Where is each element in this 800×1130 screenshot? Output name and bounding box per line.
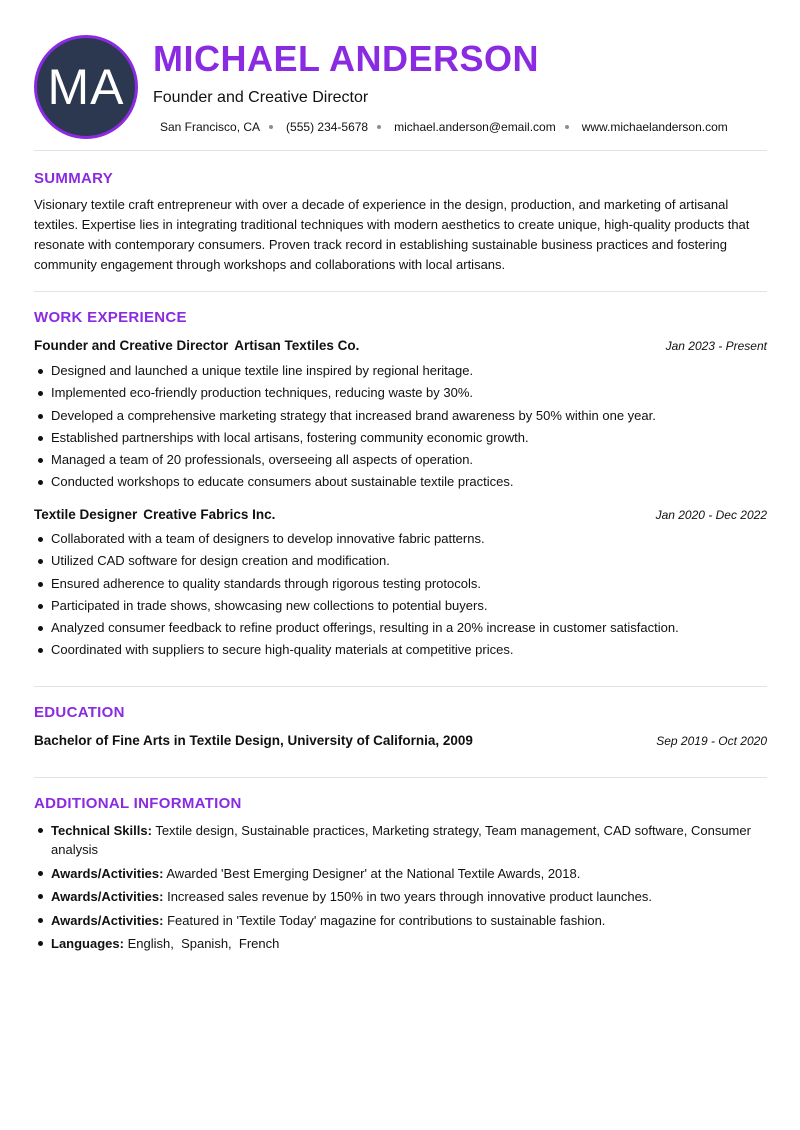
job-header — [34, 338, 767, 353]
section-divider — [34, 777, 767, 778]
list-item — [51, 821, 784, 859]
list-item: Analyzed consumer feedback to refine product offerings, resulting in a 20% increase in customer satisfaction. — [51, 617, 784, 639]
list-item — [51, 864, 784, 883]
candidate-title: Founder and Creative Director — [153, 89, 369, 106]
job-role: Textile Designer — [34, 507, 138, 522]
item-text: English, Spanish, French — [127, 936, 280, 951]
list-item: Managed a team of 20 professionals, overseeing all aspects of operation. — [51, 449, 784, 471]
summary-heading: SUMMARY — [34, 170, 114, 187]
list-item: Participated in trade shows, showcasing new collections to potential buyers. — [51, 595, 784, 617]
contact-bar — [160, 120, 728, 134]
separator-dot-icon — [377, 125, 381, 129]
list-item: Utilized CAD software for design creation and modification. — [51, 550, 784, 572]
list-item — [51, 887, 784, 906]
job-dates: Jan 2020 - Dec 2022 — [655, 508, 767, 522]
list-item — [51, 911, 784, 930]
summary-text: Visionary textile craft entrepreneur with over a decade of experience in the design, production, and marketing of artisanal textiles. Expertise lies in integrating traditional techniques with modern aesthetics to create unique, high-quality products that resonate with contemporary consumers. Proven track record in establishing sustainable business practices and fostering community engagement through workshops and collaborations with local artisans. — [34, 197, 750, 272]
additional-info-list — [34, 821, 784, 958]
item-label: Awards/Activities: — [51, 889, 164, 904]
work-experience-heading: WORK EXPERIENCE — [34, 309, 187, 326]
item-label: Technical Skills: — [51, 823, 152, 838]
list-item: Conducted workshops to educate consumers about sustainable textile practices. — [51, 471, 784, 493]
job-role: Founder and Creative Director — [34, 338, 229, 353]
item-text: Featured in 'Textile Today' magazine for contributions to sustainable fashion. — [167, 912, 606, 928]
item-text: Increased sales revenue by 150% in two years through innovative product launches. — [167, 889, 652, 904]
section-divider — [34, 291, 767, 292]
contact-website[interactable]: www.michaelanderson.com — [581, 120, 728, 134]
job-dates: Jan 2023 - Present — [665, 339, 767, 353]
job-header — [34, 507, 767, 522]
item-text: Textile design, Sustainable practices, Marketing strategy, Team management, CAD software, Consumer analysis — [51, 823, 751, 857]
item-label: Languages: — [51, 936, 124, 951]
contact-email[interactable]: michael.anderson@email.com — [394, 120, 556, 134]
list-item: Collaborated with a team of designers to develop innovative fabric patterns. — [51, 528, 784, 550]
contact-location: San Francisco, CA — [160, 120, 261, 134]
section-divider — [34, 150, 767, 151]
job-title-line — [34, 507, 275, 522]
education-heading: EDUCATION — [34, 704, 125, 721]
job-company: Artisan Textiles Co. — [234, 338, 360, 353]
list-item: Developed a comprehensive marketing strategy that increased brand awareness by 50% within one year. — [51, 405, 784, 427]
list-item: Ensured adherence to quality standards through rigorous testing protocols. — [51, 573, 784, 595]
list-item: Designed and launched a unique textile line inspired by regional heritage. — [51, 360, 784, 382]
separator-dot-icon — [565, 125, 569, 129]
list-item: Established partnerships with local artisans, fostering community economic growth. — [51, 427, 784, 449]
job-bullet-list — [34, 360, 784, 494]
education-degree: Bachelor of Fine Arts in Textile Design, University of California, 2009 — [34, 733, 473, 748]
job-bullet-list — [34, 528, 784, 662]
job-company: Creative Fabrics Inc. — [143, 507, 276, 522]
list-item: Coordinated with suppliers to secure high-quality materials at competitive prices. — [51, 639, 784, 661]
education-entry — [34, 733, 767, 748]
candidate-name: MICHAEL ANDERSON — [153, 38, 540, 79]
item-label: Awards/Activities: — [51, 865, 164, 881]
list-item — [51, 934, 784, 953]
job-title-line — [34, 338, 359, 353]
contact-phone: (555) 234-5678 — [286, 120, 369, 134]
item-text: Awarded 'Best Emerging Designer' at the National Textile Awards, 2018. — [166, 865, 581, 881]
education-dates: Sep 2019 - Oct 2020 — [656, 734, 767, 748]
section-divider — [34, 686, 767, 687]
list-item: Implemented eco-friendly production techniques, reducing waste by 30%. — [51, 382, 784, 404]
separator-dot-icon — [269, 125, 273, 129]
avatar — [34, 35, 138, 139]
item-label: Awards/Activities: — [51, 912, 164, 928]
avatar-initials: MA — [47, 59, 125, 115]
additional-info-heading: ADDITIONAL INFORMATION — [34, 795, 242, 812]
